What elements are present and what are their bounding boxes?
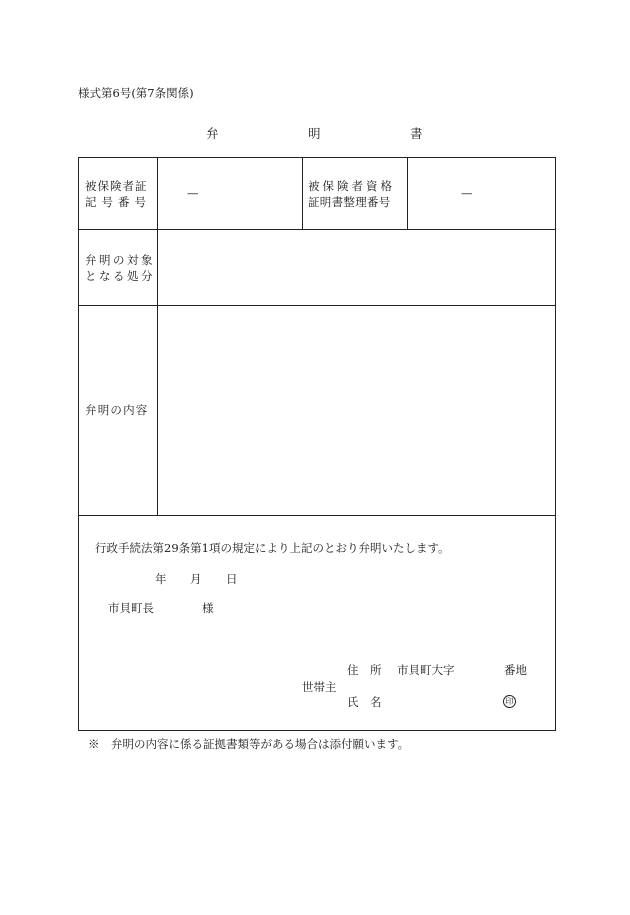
title-char: 書 (410, 126, 423, 141)
column-divider (407, 158, 408, 229)
address-label: 住 所 (347, 663, 382, 677)
qualification-number-field[interactable]: — (461, 186, 473, 200)
content-label: 弁明の内容 (85, 403, 149, 417)
honorific: 様 (202, 601, 214, 615)
row-divider (79, 515, 555, 516)
row-divider (79, 305, 555, 306)
year-label: 年 (155, 572, 167, 586)
form-number: 様式第6号(第7条関係) (78, 86, 194, 100)
target-disposition-field[interactable] (161, 233, 551, 301)
insured-card-number-field[interactable]: — (187, 186, 199, 200)
day-label: 日 (226, 572, 238, 586)
addressee: 市貝町長 (108, 601, 154, 615)
insured-card-label-line2: 記号番号 (85, 195, 151, 209)
title-char: 弁 (206, 126, 219, 141)
qualification-label-line2: 証明書整理番号 (308, 195, 391, 209)
household-head-label: 世帯主 (302, 680, 337, 694)
footnote: ※ 弁明の内容に係る証拠書類等がある場合は添付願います。 (88, 737, 410, 751)
target-label-line2: となる処分 (85, 269, 155, 283)
address-value: 市貝町大字 (397, 663, 455, 677)
statement-text: 行政手続法第29条第1項の規定により上記のとおり弁明いたします。 (95, 541, 450, 555)
qualification-label-line1: 被保険者資格 (308, 179, 395, 193)
row-divider (79, 229, 555, 230)
form-table (78, 157, 556, 731)
explanation-content-field[interactable] (161, 309, 551, 511)
address-number-suffix: 番地 (504, 663, 527, 677)
name-label: 氏 名 (347, 695, 382, 709)
month-label: 月 (190, 572, 202, 586)
target-label-line1: 弁明の対象 (85, 253, 155, 267)
insured-card-label-line1: 被保険者証 (85, 179, 148, 193)
column-divider (302, 158, 303, 229)
column-divider (157, 158, 158, 515)
title-char: 明 (308, 126, 321, 141)
seal-icon: 印 (503, 695, 516, 708)
